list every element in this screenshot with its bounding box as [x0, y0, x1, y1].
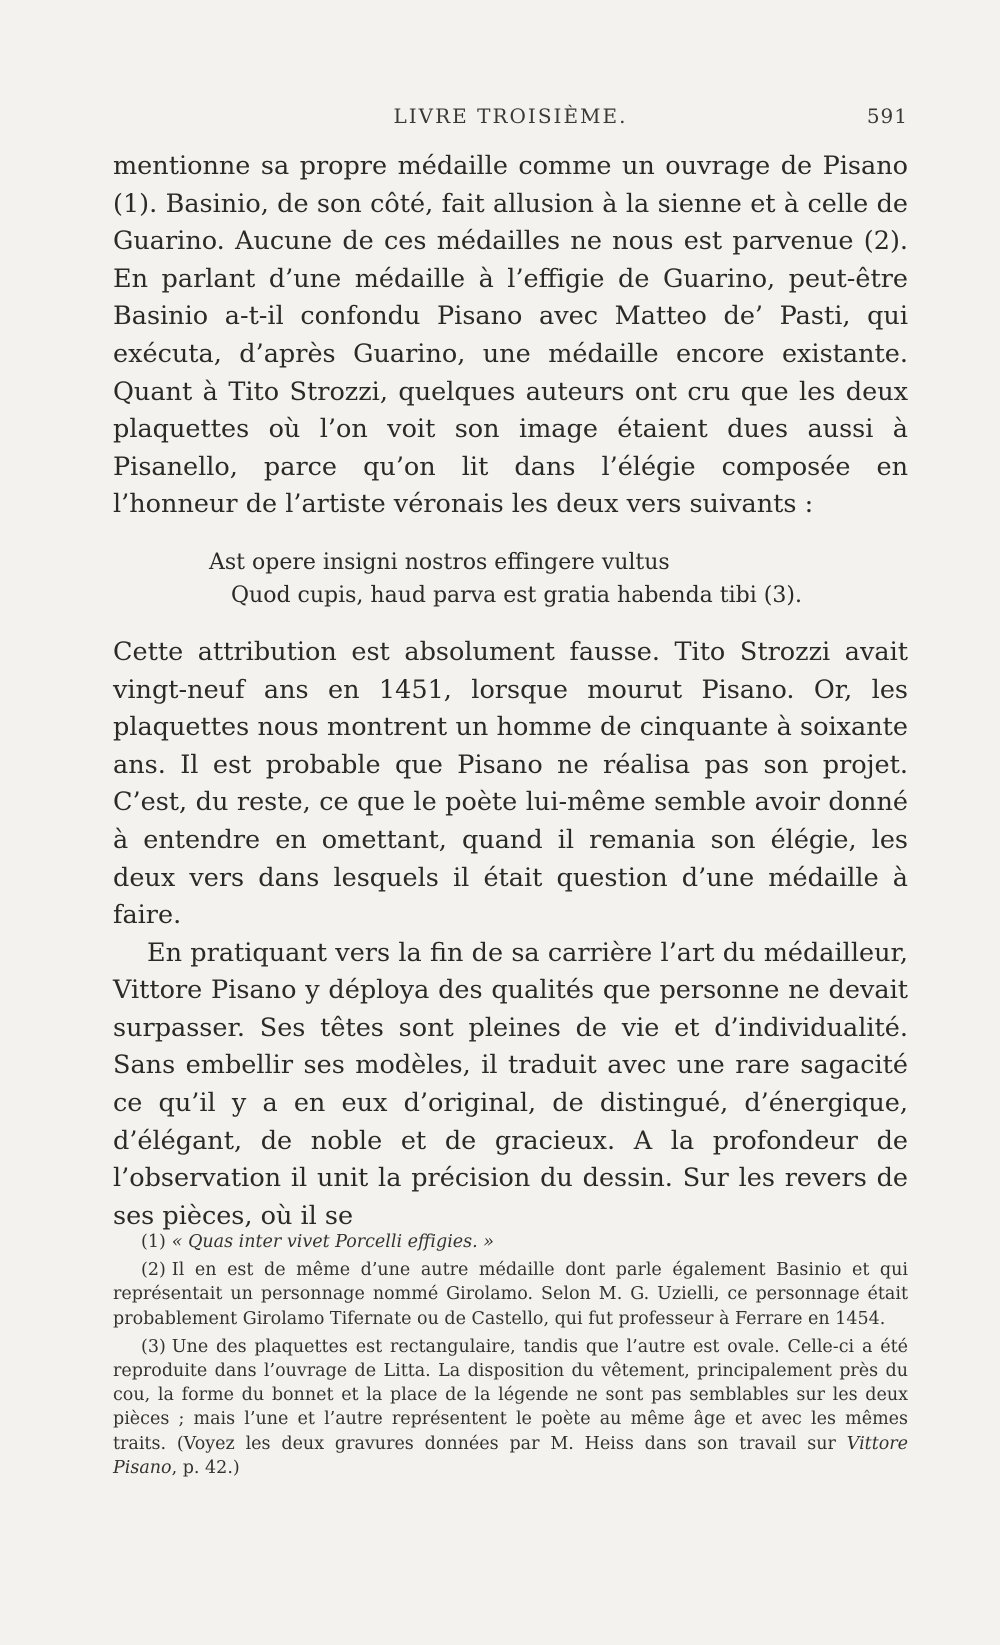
page-number: 591	[866, 104, 908, 128]
running-head	[113, 104, 908, 134]
footnote-2-text: Il en est de même d’une autre médaille dont parle également Basinio et qui représentait un personnage nommé Girolamo. Selon M. G. Uzielli, ce personnage était probablement Girolamo Tifernate ou de Castello, qui fut professeur à Ferrare en 1454.	[113, 1260, 908, 1329]
footnote-3	[113, 1335, 908, 1480]
footnote-3-number: (3)	[141, 1336, 166, 1357]
paragraph-3: En pratiquant vers la fin de sa carrière l’art du médailleur, Vittore Pisano y déploya des qualités que personne ne devait surpasser. Ses têtes sont pleines de vie et d’individualité. Sans embellir ses modèles, il traduit avec une rare sagacité ce qu’il y a en eux d’original, de distingué, d’énergique, d’élégant, de noble et de gracieux. A la profondeur de l’observation il unit la précision du dessin. Sur les revers de ses pièces, où il se	[113, 937, 908, 1231]
latin-verse	[113, 546, 908, 612]
verse-line-2: Quod cupis, haud parva est gratia habenda tibi (3).	[231, 582, 802, 608]
footnote-1-number: (1)	[141, 1232, 166, 1252]
footnote-1-text: « Quas inter vivet Porcelli effigies. »	[171, 1232, 494, 1252]
footnote-3-text: Une des plaquettes est rectangulaire, tandis que l’autre est ovale. Celle-ci a été reproduite dans l’ouvrage de Litta. La disposition du vêtement, principalement près du cou, la forme du bonnet et la place de la légende ne sont pas semblables sur les deux pièces ; mais l’une et l’autre représentent le poète au même âge et avec les mêmes traits. (Voyez les deux gravures données par M. Heiss dans son travail sur	[113, 1336, 908, 1454]
paragraph-2: Cette attribution est absolument fausse. Tito Strozzi avait vingt-neuf ans en 1451, lorsque mourut Pisano. Or, les plaquettes nous montrent un homme de cinquante à soixante ans. Il est probable que Pisano ne réalisa pas son projet. C’est, du reste, ce que le poète lui-même semble avoir donné à entendre en omettant, quand il remania son élégie, les deux vers dans lesquels il était question d’une médaille à faire.	[113, 636, 908, 931]
footnote-2	[113, 1258, 908, 1331]
paragraph-1: mentionne sa propre médaille comme un ouvrage de Pisano (1). Basinio, de son côté, fait allusion à la sienne et à celle de Guarino. Aucune de ces médailles ne nous est parvenue (2). En parlant d’une médaille à l’effigie de Guarino, peut-être Basinio a-t-il confondu Pisano avec Matteo de’ Pasti, qui exécuta, d’après Guarino, une médaille encore existante. Quant à Tito Strozzi, quelques auteurs ont cru que les deux plaquettes où l’on voit son image étaient dues aussi à Pisanello, parce qu’on lit dans l’élégie composée en l’honneur de l’artiste véronais les deux vers suivants :	[113, 151, 908, 520]
footnote-3-citation: , p. 42.)	[171, 1457, 240, 1478]
footnote-2-number: (2)	[141, 1260, 166, 1281]
running-title: LIVRE TROISIÈME.	[393, 104, 628, 128]
footnote-1	[113, 1230, 908, 1254]
footnote-3-book-title: Vittore Pisano	[113, 1433, 908, 1478]
footnotes	[113, 1230, 908, 1484]
body-text	[113, 148, 908, 1235]
verse-line-1: Ast opere insigni nostros effingere vultus	[209, 549, 670, 575]
